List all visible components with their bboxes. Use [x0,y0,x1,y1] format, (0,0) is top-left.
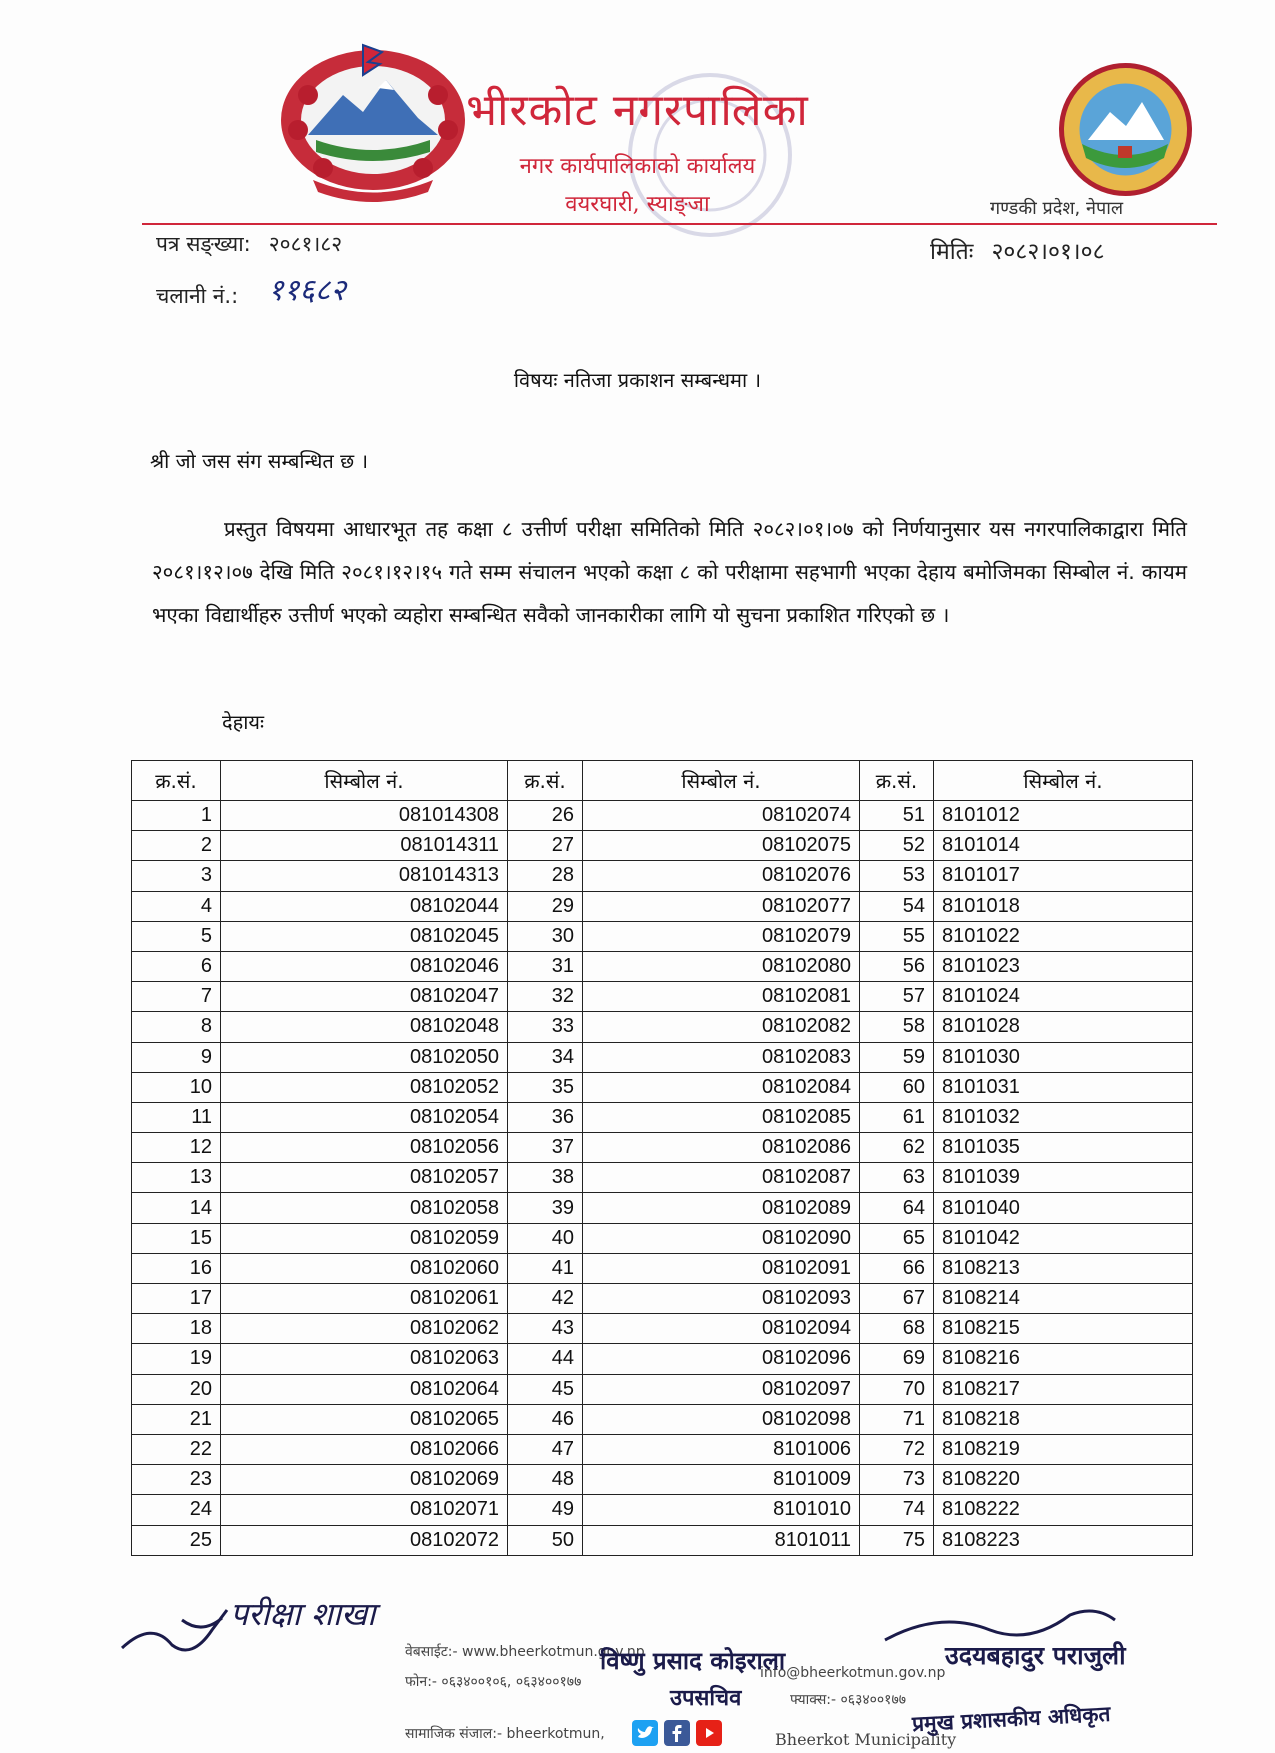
serial-number-cell: 25 [132,1525,221,1555]
serial-number-cell: 47 [508,1434,583,1464]
symbol-number-cell: 08102086 [583,1133,860,1163]
table-row [132,1012,1193,1042]
table-row [132,921,1193,951]
symbol-number-cell: 8108214 [934,1284,1193,1314]
serial-number-cell: 24 [132,1495,221,1525]
symbol-number-cell: 08102082 [583,1012,860,1042]
table-row [132,1404,1193,1434]
serial-number-cell: 8 [132,1012,221,1042]
symbol-number-cell: 08102045 [221,921,508,951]
symbol-number-cell: 08102069 [221,1465,508,1495]
serial-number-cell: 67 [860,1284,934,1314]
table-row [132,1223,1193,1253]
symbol-number-cell: 8108222 [934,1495,1193,1525]
table-row [132,891,1193,921]
column-header: क्र.सं. [132,761,221,801]
serial-number-cell: 68 [860,1314,934,1344]
serial-number-cell: 3 [132,861,221,891]
table-row [132,1163,1193,1193]
signatory-deputy-title: उपसचिव [670,1685,742,1711]
serial-number-cell: 16 [132,1253,221,1283]
symbol-number-cell: 8101031 [934,1072,1193,1102]
symbol-number-cell: 08102076 [583,861,860,891]
signatory-cao-title: प्रमुख प्रशासकीय अधिकृत [911,1700,1111,1737]
serial-number-cell: 6 [132,951,221,981]
dispatch-number-handwritten: ११६८२ [268,273,346,308]
serial-number-cell: 48 [508,1465,583,1495]
footer-fax: फ्याक्स:- ०६३४००१७७ [790,1692,907,1708]
serial-number-cell: 19 [132,1344,221,1374]
serial-number-cell: 7 [132,982,221,1012]
table-row [132,1525,1193,1555]
signatory-cao-name: उदयबहादुर पराजुली [945,1641,1126,1670]
column-header: क्र.सं. [860,761,934,801]
serial-number-cell: 61 [860,1102,934,1132]
serial-number-cell: 12 [132,1133,221,1163]
symbol-number-cell: 08102083 [583,1042,860,1072]
symbol-number-cell: 081014311 [221,831,508,861]
symbol-number-cell: 8101006 [583,1434,860,1464]
symbol-number-cell: 081014313 [221,861,508,891]
symbol-number-cell: 08102052 [221,1072,508,1102]
serial-number-cell: 17 [132,1284,221,1314]
serial-number-cell: 45 [508,1374,583,1404]
symbol-number-cell: 8101012 [934,801,1193,831]
serial-number-cell: 62 [860,1133,934,1163]
serial-number-cell: 36 [508,1102,583,1132]
symbol-number-cell: 08102064 [221,1374,508,1404]
table-row [132,1102,1193,1132]
letter-number-label: पत्र सङ्ख्या: [156,232,251,256]
table-row [132,951,1193,981]
letter-date [930,234,1105,266]
symbol-number-cell: 8101014 [934,831,1193,861]
symbol-number-cell: 08102046 [221,951,508,981]
symbol-number-cell: 08102059 [221,1223,508,1253]
symbol-number-cell: 8101018 [934,891,1193,921]
serial-number-cell: 44 [508,1344,583,1374]
serial-number-cell: 18 [132,1314,221,1344]
serial-number-cell: 5 [132,921,221,951]
serial-number-cell: 15 [132,1223,221,1253]
symbol-number-cell: 8101030 [934,1042,1193,1072]
serial-number-cell: 64 [860,1193,934,1223]
results-table [131,760,1193,1556]
table-row [132,861,1193,891]
symbol-number-cell: 08102084 [583,1072,860,1102]
serial-number-cell: 74 [860,1495,934,1525]
symbol-number-cell: 08102063 [221,1344,508,1374]
serial-number-cell: 70 [860,1374,934,1404]
serial-number-cell: 38 [508,1163,583,1193]
table-row [132,1495,1193,1525]
serial-number-cell: 11 [132,1102,221,1132]
phone-text: फोन:- ०६३४००१०६, ०६३४००१७७ [405,1674,582,1690]
serial-number-cell: 4 [132,891,221,921]
symbol-number-cell: 08102072 [221,1525,508,1555]
symbol-number-cell: 8101028 [934,1012,1193,1042]
column-header: सिम्बोल नं. [583,761,860,801]
column-header: सिम्बोल नं. [934,761,1193,801]
table-header-row [132,761,1193,801]
serial-number-cell: 9 [132,1042,221,1072]
serial-number-cell: 51 [860,801,934,831]
table-row [132,1374,1193,1404]
serial-number-cell: 39 [508,1193,583,1223]
symbol-number-cell: 8101035 [934,1133,1193,1163]
serial-number-cell: 60 [860,1072,934,1102]
serial-number-cell: 72 [860,1434,934,1464]
serial-number-cell: 54 [860,891,934,921]
symbol-number-cell: 08102091 [583,1253,860,1283]
symbol-number-cell: 08102096 [583,1344,860,1374]
table-row [132,801,1193,831]
symbol-number-cell: 08102075 [583,831,860,861]
symbol-number-cell: 8101032 [934,1102,1193,1132]
signatory-deputy-name: विष्णु प्रसाद कोइराला [600,1646,786,1675]
symbol-number-cell: 081014308 [221,801,508,831]
footer-social-label: सामाजिक संजाल:- bheerkotmun, [405,1726,605,1742]
symbol-number-cell: 08102087 [583,1163,860,1193]
serial-number-cell: 27 [508,831,583,861]
serial-number-cell: 2 [132,831,221,861]
symbol-number-cell: 08102065 [221,1404,508,1434]
serial-number-cell: 14 [132,1193,221,1223]
symbol-number-cell: 8108215 [934,1314,1193,1344]
symbol-number-cell: 8101022 [934,921,1193,951]
office-address: वयरघारी, स्याङ्जा [565,192,710,217]
municipality-title: भीरकोट नगरपालिका [466,85,809,136]
symbol-number-cell: 8108216 [934,1344,1193,1374]
serial-number-cell: 34 [508,1042,583,1072]
table-row [132,1253,1193,1283]
symbol-number-cell: 08102047 [221,982,508,1012]
symbol-number-cell: 08102044 [221,891,508,921]
table-row [132,831,1193,861]
serial-number-cell: 43 [508,1314,583,1344]
symbol-number-cell: 08102071 [221,1495,508,1525]
subject-line: विषयः नतिजा प्रकाशन सम्बन्धमा । [513,368,762,392]
serial-number-cell: 13 [132,1163,221,1193]
symbol-number-cell: 08102066 [221,1434,508,1464]
serial-number-cell: 42 [508,1284,583,1314]
symbol-number-cell: 08102093 [583,1284,860,1314]
table-row [132,1314,1193,1344]
symbol-number-cell: 08102094 [583,1314,860,1344]
symbol-number-cell: 8101010 [583,1495,860,1525]
serial-number-cell: 56 [860,951,934,981]
symbol-number-cell: 08102074 [583,801,860,831]
serial-number-cell: 71 [860,1404,934,1434]
serial-number-cell: 10 [132,1072,221,1102]
serial-number-cell: 59 [860,1042,934,1072]
serial-number-cell: 1 [132,801,221,831]
symbol-number-cell: 08102079 [583,921,860,951]
serial-number-cell: 55 [860,921,934,951]
table-row [132,1284,1193,1314]
symbol-number-cell: 08102089 [583,1193,860,1223]
letter-number-value: २०८१।८२ [268,232,343,256]
table-row [132,1465,1193,1495]
serial-number-cell: 33 [508,1012,583,1042]
serial-number-cell: 20 [132,1374,221,1404]
serial-number-cell: 75 [860,1525,934,1555]
column-header: सिम्बोल नं. [221,761,508,801]
serial-number-cell: 23 [132,1465,221,1495]
symbol-number-cell: 08102098 [583,1404,860,1434]
letter-number [156,230,342,258]
serial-number-cell: 49 [508,1495,583,1525]
symbol-number-cell: 08102080 [583,951,860,981]
symbol-number-cell: 08102056 [221,1133,508,1163]
symbol-number-cell: 8101011 [583,1525,860,1555]
symbol-number-cell: 8101009 [583,1465,860,1495]
serial-number-cell: 52 [860,831,934,861]
serial-number-cell: 65 [860,1223,934,1253]
symbol-number-cell: 08102090 [583,1223,860,1253]
serial-number-cell: 35 [508,1072,583,1102]
serial-number-cell: 40 [508,1223,583,1253]
serial-number-cell: 31 [508,951,583,981]
symbol-number-cell: 08102057 [221,1163,508,1193]
symbol-number-cell: 08102062 [221,1314,508,1344]
symbol-number-cell: 08102048 [221,1012,508,1042]
serial-number-cell: 28 [508,861,583,891]
body-paragraph: प्रस्तुत विषयमा आधारभूत तह कक्षा ८ उत्तीर्ण परीक्षा समितिको मिति २०८२।०१।०७ को निर्णयानुसार यस नगरपालिकाद्वारा मिति २०८१।१२।०७ देखि मिति २०८१।१२।१५ गते सम्म संचालन भएको कक्षा ८ को परीक्षामा सहभागी भएका देहाय बमोजिमका सिम्बोल नं. कायम भएका विद्यार्थीहरु उत्तीर्ण भएको व्यहोरा सम्बन्धित सवैको जानकारीका लागि यो सुचना प्रकाशित गरिएको छ । [152,517,1187,627]
municipality-logo-icon [1058,62,1193,197]
symbol-number-cell: 8108223 [934,1525,1193,1555]
serial-number-cell: 37 [508,1133,583,1163]
serial-number-cell: 32 [508,982,583,1012]
symbol-number-cell: 08102058 [221,1193,508,1223]
serial-number-cell: 58 [860,1012,934,1042]
symbol-number-cell: 8108213 [934,1253,1193,1283]
table-row [132,1042,1193,1072]
column-header: क्र.सं. [508,761,583,801]
symbol-number-cell: 8108220 [934,1465,1193,1495]
symbol-number-cell: 08102077 [583,891,860,921]
salutation: श्री जो जस संग सम्बन्धित छ । [150,449,369,473]
symbol-number-cell: 8101023 [934,951,1193,981]
symbol-number-cell: 8108217 [934,1374,1193,1404]
serial-number-cell: 63 [860,1163,934,1193]
serial-number-cell: 50 [508,1525,583,1555]
serial-number-cell: 46 [508,1404,583,1434]
footer-social-name: Bheerkot Municipality [775,1730,957,1749]
symbol-number-cell: 08102054 [221,1102,508,1132]
table-row [132,982,1193,1012]
symbol-number-cell: 08102081 [583,982,860,1012]
symbol-number-cell: 08102085 [583,1102,860,1132]
footer-phone [405,1672,581,1691]
symbol-number-cell: 8101024 [934,982,1193,1012]
province-label: गण्डकी प्रदेश, नेपाल [990,198,1124,219]
serial-number-cell: 26 [508,801,583,831]
serial-number-cell: 57 [860,982,934,1012]
table-row [132,1193,1193,1223]
table-row [132,1133,1193,1163]
symbol-number-cell: 8108219 [934,1434,1193,1464]
annex-label: देहायः [222,710,265,734]
serial-number-cell: 69 [860,1344,934,1374]
symbol-number-cell: 8101042 [934,1223,1193,1253]
table-row [132,1434,1193,1464]
twitter-icon[interactable] [632,1720,658,1746]
symbol-number-cell: 08102050 [221,1042,508,1072]
symbol-number-cell: 8108218 [934,1404,1193,1434]
symbol-number-cell: 08102097 [583,1374,860,1404]
table-row [132,1072,1193,1102]
serial-number-cell: 30 [508,921,583,951]
symbol-number-cell: 8101017 [934,861,1193,891]
symbol-number-cell: 8101039 [934,1163,1193,1193]
date-label: मितिः [930,239,974,265]
symbol-number-cell: 08102061 [221,1284,508,1314]
dispatch-number-label: चलानी नं.: [156,284,239,308]
table-row [132,1344,1193,1374]
serial-number-cell: 53 [860,861,934,891]
serial-number-cell: 22 [132,1434,221,1464]
signature-left-text: परीक्षा शाखा [230,1595,376,1633]
youtube-icon[interactable] [696,1720,722,1746]
date-value: २०८२।०१।०८ [991,239,1105,265]
serial-number-cell: 21 [132,1404,221,1434]
serial-number-cell: 66 [860,1253,934,1283]
symbol-number-cell: 08102060 [221,1253,508,1283]
website-text: वेबसाईट:- www.bheerkotmun.gov.np [405,1644,645,1660]
serial-number-cell: 41 [508,1253,583,1283]
footer-email: info@bheerkotmun.gov.np [760,1665,946,1681]
office-subtitle: नगर कार्यपालिकाको कार्यालय [519,154,756,179]
symbol-number-cell: 8101040 [934,1193,1193,1223]
header-divider [142,223,1217,225]
serial-number-cell: 73 [860,1465,934,1495]
results-table-body [132,801,1193,1556]
facebook-icon[interactable] [664,1720,690,1746]
serial-number-cell: 29 [508,891,583,921]
